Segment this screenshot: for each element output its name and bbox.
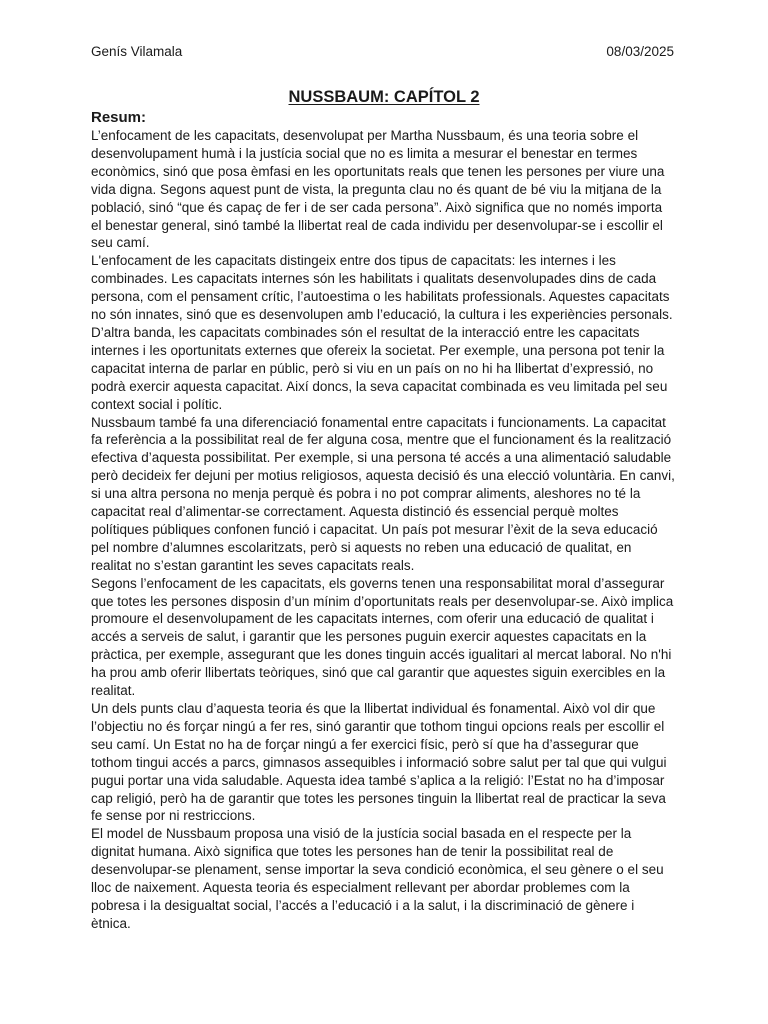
- paragraph: Un dels punts clau d’aquesta teoria és que la llibertat individual és fonamental. Això vol dir que l’objectiu no és forçar ningú a fer res, sinó garantir que tothom tingui opcions reals per escollir el seu camí. Un Estat no ha de forçar ningú a fer exercici físic, però sí que ha d’assegurar que tothom tingui accés a parcs, gimnasos assequibles i informació sobre salut per tal que qui vulgui pugui portar una vida saludable. Aquesta idea també s’aplica a la religió: l’Estat no ha d’imposar cap religió, però ha de garantir que totes les persones tinguin la llibertat real de practicar la seva fe sense por ni restriccions.: [91, 701, 667, 824]
- paragraph: L’enfocament de les capacitats, desenvolupat per Martha Nussbaum, és una teoria sobre el desenvolupament humà i la justícia social que no es limita a mesurar el benestar en termes econòmics, sinó que posa èmfasi en les oportunitats reals que tenen les persones per viure una vida digna. Segons aquest punt de vista, la pregunta clau no és quant de bé viu la mitjana de la població, sinó “que és capaç de fer i de ser cada persona”. Això significa que no només importa el benestar general, sinó també la llibertat real de cada individu per desenvolupar-se i escollir el seu camí.: [91, 128, 665, 251]
- paragraph: Nussbaum també fa una diferenciació fonamental entre capacitats i funcionaments. La capacitat fa referència a la possibilitat real de fer alguna cosa, mentre que el funcionament és la realització efectiva d’aquesta possibilitat. Per exemple, si una persona té accés a una alimentació saludable però decideix fer dejuni per motius religiosos, aquesta decisió és una elecció voluntària. En canvi, si una altra persona no menja perquè és pobra i no pot comprar aliments, aleshores no té la capacitat real d’alimentar-se correctament. Aquesta distinció és essencial perquè moltes polítiques públiques confonen funció i capacitat. Un país pot mesurar l’èxit de la seva educació pel nombre d’alumnes escolaritzats, però si aquests no reben una educació de qualitat, en realitat no s’estan garantint les seves capacitats reals.: [91, 414, 675, 573]
- paragraph: El model de Nussbaum proposa una visió de la justícia social basada en el respecte per la dignitat humana. Això significa que totes les persones han de tenir la possibilitat real de desenvolupar-se plenament, sense importar la seva condició econòmica, el seu gènere o el seu lloc de naixement. Aquesta teoria és especialment rellevant per abordar problemes com la pobresa i la desigualtat social, l’accés a l’educació i a la salut, i la discriminació de gènere i ètnica.: [91, 826, 664, 931]
- document-body: [91, 108, 675, 933]
- paragraph: Segons l’enfocament de les capacitats, els governs tenen una responsabilitat moral d’assegurar que totes les persones disposin d’un mínim d’oportunitats reals per desenvolupar-se. Això implica promoure el desenvolupament de les capacitats internes, com oferir una educació de qualitat i accés a serveis de salut, i garantir que les persones puguin exercir aquestes capacitats en la pràctica, per exemple, assegurant que les dones tinguin accés igualitari al mercat laboral. No n'hi ha prou amb oferir llibertats teòriques, sinó que cal garantir que aquestes siguin exercibles en la realitat.: [91, 575, 674, 699]
- paragraph: L'enfocament de les capacitats distingeix entre dos tipus de capacitats: les internes i les combinades. Les capacitats internes són les habilitats i qualitats desenvolupades dins de cada persona, com el pensament crític, l’autoestima o les habilitats professionals. Aquestes capacitats no són innates, sinó que es desenvolupen amb l’educació, la cultura i les experiències personals. D’altra banda, les capacitats combinades són el resultat de la interacció entre les capacitats internes i les oportunitats externes que ofereix la societat. Per exemple, una persona pot tenir la capacitat interna de parlar en públic, però si viu en un país on no hi ha llibertat d’expressió, no podrà exercir aquesta capacitat. Així doncs, la seva capacitat combinada es veu limitada pel seu context social i polític.: [91, 253, 673, 412]
- document-title: NUSSBAUM: CAPÍTOL 2: [288, 88, 480, 106]
- page-header: [91, 43, 674, 61]
- document-date: 08/03/2025: [606, 44, 674, 59]
- author-name: Genís Vilamala: [91, 44, 183, 59]
- summary-heading: Resum:: [91, 109, 147, 126]
